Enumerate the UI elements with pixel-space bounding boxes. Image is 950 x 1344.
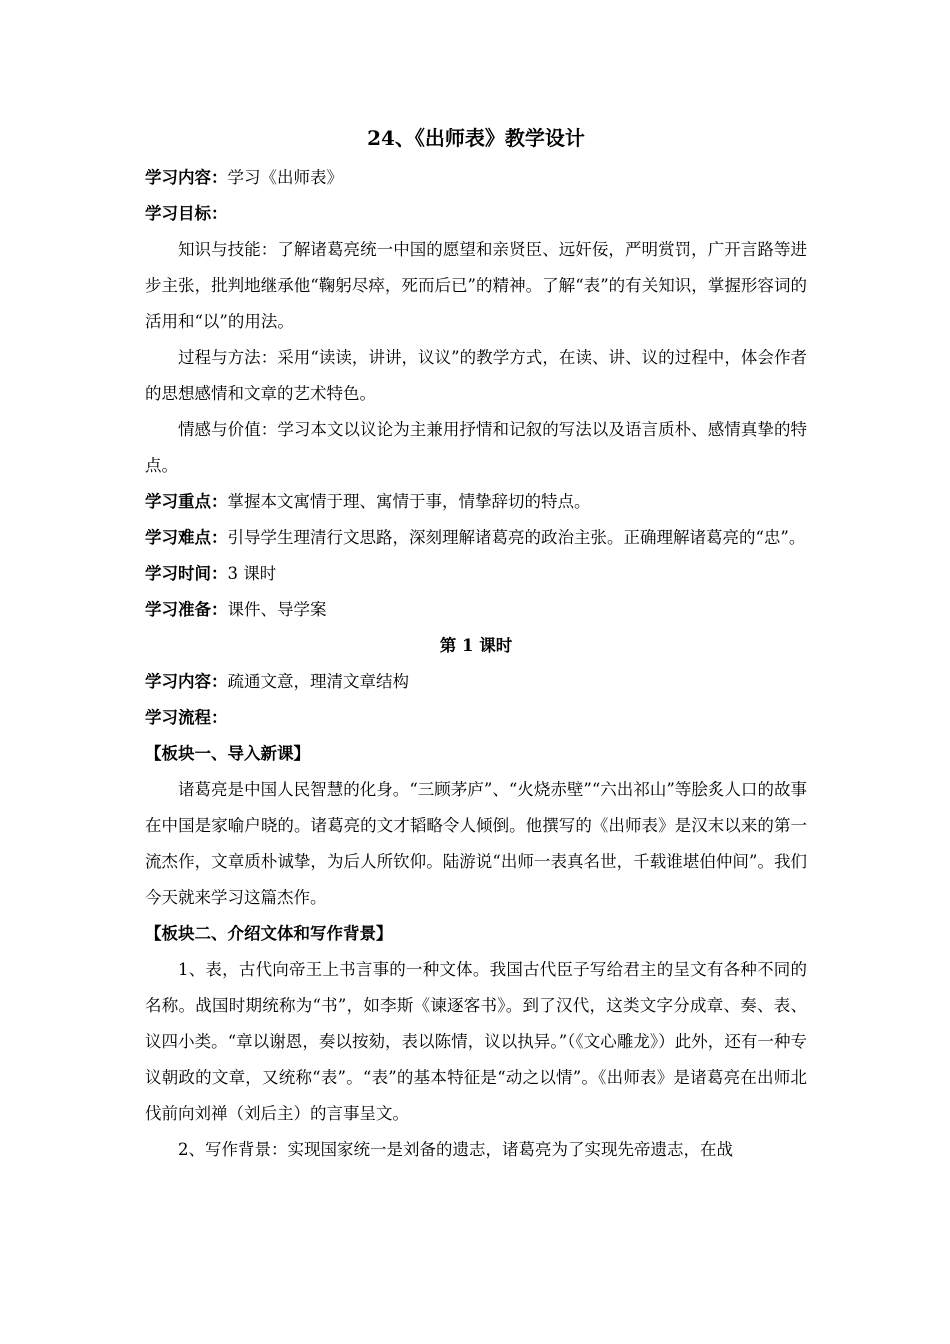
study-prep-label: 学习准备：: [145, 600, 228, 619]
goal-knowledge-paragraph: 知识与技能：了解诸葛亮统一中国的愿望和亲贤臣、远奸佞，严明赏罚，广开言路等进步主张，批判地继承他“鞠躬尽瘁，死而后已”的精神。了解“表”的有关知识，掌握形容词的活用和“以”的用法。: [145, 240, 807, 331]
study-difficulty-value: 引导学生理清行文思路，深刻理解诸葛亮的政治主张。正确理解诸葛亮的“忠”。: [227, 528, 806, 547]
genre-paragraph: 1、表，古代向帝王上书言事的一种文体。我国古代臣子写给君主的呈文有各种不同的名称。战国时期统称为“书”，如李斯《谏逐客书》。到了汉代，这类文字分成章、奏、表、议四小类。“章以谢恩，奏以按劾，表以陈情，议以执异。”（《文心雕龙》）此外，还有一种专议朝政的文章，又统称“表”。“表”的基本特征是“动之以情”。《出师表》是诸葛亮在出师北伐前向刘禅（刘后主）的言事呈文。: [145, 960, 807, 1123]
study-goals-label: 学习目标：: [145, 204, 228, 223]
block-two-heading: 【板块二、介绍文体和写作背景】: [145, 924, 393, 943]
study-content-value: 学习《出师表》: [227, 168, 343, 187]
document-title: 24、《出师表》教学设计: [367, 126, 585, 150]
study-content-label: 学习内容：: [145, 168, 228, 187]
study-time-value: 3 课时: [227, 564, 277, 583]
study-goals-line: [145, 196, 807, 232]
lesson-content-label: 学习内容：: [145, 672, 228, 691]
block-one-paragraph: 诸葛亮是中国人民智慧的化身。“三顾茅庐”、“火烧赤壁”“六出祁山”等脍炙人口的故事在中国是家喻户晓的。诸葛亮的文才韬略令人倾倒。他撰写的《出师表》是汉末以来的第一流杰作，文章质朴诚挚，为后人所钦仰。陆游说“出师一表真名世，千载谁堪伯仲间”。我们今天就来学习这篇杰作。: [145, 780, 807, 907]
background-paragraph: 2、写作背景：实现国家统一是刘备的遗志，诸葛亮为了实现先帝遗志，在战: [178, 1140, 733, 1159]
study-prep-line: [145, 592, 807, 628]
study-time-line: [145, 556, 807, 592]
study-focus-value: 掌握本文寓情于理、寓情于事，情挚辞切的特点。: [227, 492, 591, 511]
goal-emotion-paragraph: 情感与价值：学习本文以议论为主兼用抒情和记叙的写法以及语言质朴、感情真挚的特点。: [145, 420, 807, 475]
study-focus-label: 学习重点：: [145, 492, 228, 511]
study-prep-value: 课件、导学案: [227, 600, 327, 619]
study-content-line: [145, 160, 807, 196]
study-focus-line: [145, 484, 807, 520]
lesson-one-heading: 第 1 课时: [439, 636, 513, 655]
lesson-process-label: 学习流程：: [145, 708, 228, 727]
block-one-heading: 【板块一、导入新课】: [145, 744, 310, 763]
goal-process-paragraph: 过程与方法：采用“读读，讲讲，议议”的教学方式，在读、讲、议的过程中，体会作者的思想感情和文章的艺术特色。: [145, 348, 807, 403]
study-time-label: 学习时间：: [145, 564, 228, 583]
lesson-process-line: [145, 700, 807, 736]
lesson-content-value: 疏通文意，理清文章结构: [227, 672, 409, 691]
study-difficulty-label: 学习难点：: [145, 528, 228, 547]
lesson-content-line: [145, 664, 807, 700]
document-page: [145, 120, 807, 1168]
study-difficulty-line: [145, 520, 807, 556]
